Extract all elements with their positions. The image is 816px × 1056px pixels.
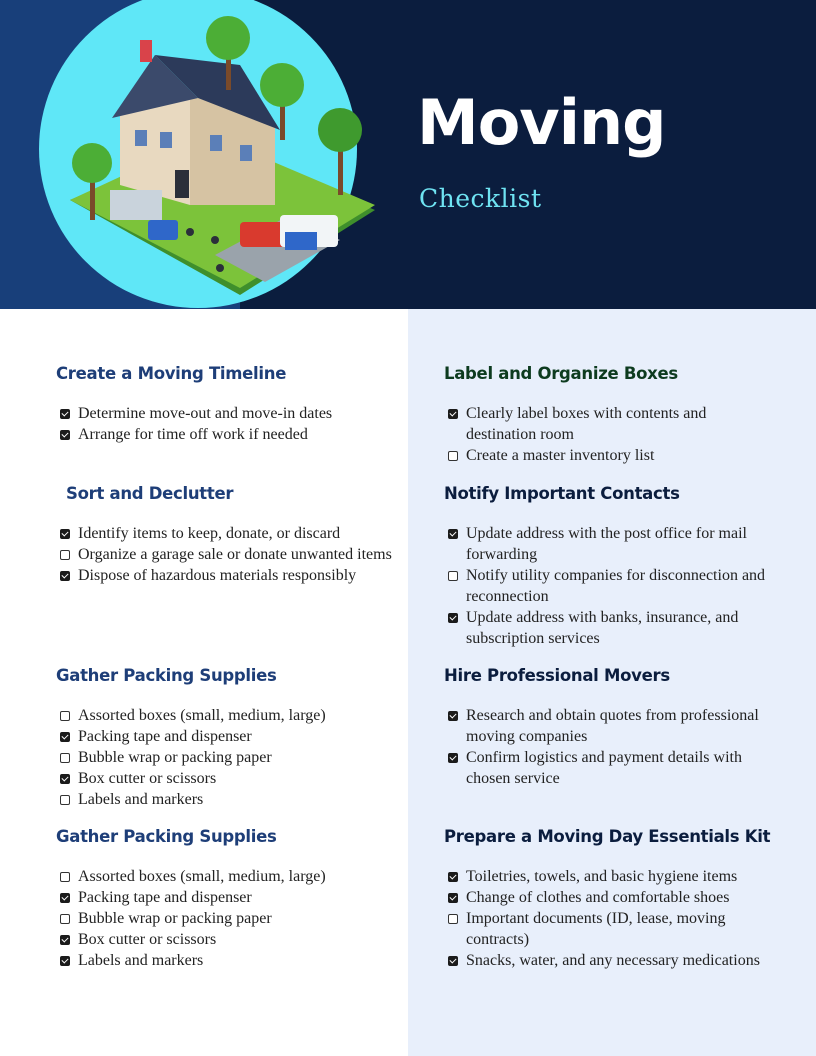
- checked-box-icon[interactable]: [448, 753, 458, 763]
- checklist-item[interactable]: Dispose of hazardous materials responsibly: [56, 565, 396, 586]
- section-gather-supplies-1: [56, 666, 396, 810]
- checklist-item[interactable]: Update address with the post office for mail forwarding: [444, 523, 774, 565]
- checked-box-icon[interactable]: [60, 893, 70, 903]
- checked-box-icon[interactable]: [60, 409, 70, 419]
- checklist-item[interactable]: Change of clothes and comfortable shoes: [444, 887, 784, 908]
- checklist-item[interactable]: Assorted boxes (small, medium, large): [56, 705, 396, 726]
- checked-box-icon[interactable]: [60, 956, 70, 966]
- checked-box-icon[interactable]: [448, 613, 458, 623]
- checked-box-icon[interactable]: [60, 430, 70, 440]
- section-heading: Gather Packing Supplies: [56, 827, 277, 846]
- unchecked-box-icon[interactable]: [60, 872, 70, 882]
- checklist-item[interactable]: Box cutter or scissors: [56, 929, 396, 950]
- checked-box-icon[interactable]: [60, 732, 70, 742]
- checklist-item[interactable]: Labels and markers: [56, 950, 396, 971]
- checklist-item[interactable]: Labels and markers: [56, 789, 396, 810]
- unchecked-box-icon[interactable]: [60, 550, 70, 560]
- section-gather-supplies-2: [56, 827, 396, 971]
- checklist-item[interactable]: Snacks, water, and any necessary medications: [444, 950, 784, 971]
- page-subtitle: Checklist: [419, 184, 542, 213]
- unchecked-box-icon[interactable]: [448, 571, 458, 581]
- checked-box-icon[interactable]: [60, 571, 70, 581]
- section-hire-movers: [444, 666, 774, 789]
- checklist-item[interactable]: Organize a garage sale or donate unwanted items: [56, 544, 396, 565]
- section-label-boxes: [444, 364, 774, 466]
- section-heading: Label and Organize Boxes: [444, 364, 678, 383]
- checklist-item[interactable]: Bubble wrap or packing paper: [56, 908, 396, 929]
- section-heading: Create a Moving Timeline: [56, 364, 287, 383]
- checklist-item[interactable]: Research and obtain quotes from professional moving companies: [444, 705, 774, 747]
- checked-box-icon[interactable]: [448, 529, 458, 539]
- section-heading: Prepare a Moving Day Essentials Kit: [444, 827, 771, 846]
- checklist-item[interactable]: Toiletries, towels, and basic hygiene items: [444, 866, 784, 887]
- unchecked-box-icon[interactable]: [448, 914, 458, 924]
- checklist-item[interactable]: Confirm logistics and payment details with chosen service: [444, 747, 774, 789]
- checklist-item[interactable]: Arrange for time off work if needed: [56, 424, 396, 445]
- checklist-item[interactable]: Create a master inventory list: [444, 445, 774, 466]
- checklist-item[interactable]: Identify items to keep, donate, or discard: [56, 523, 396, 544]
- section-heading: Hire Professional Movers: [444, 666, 670, 685]
- checked-box-icon[interactable]: [448, 872, 458, 882]
- checklist-item[interactable]: Clearly label boxes with contents and destination room: [444, 403, 774, 445]
- checked-box-icon[interactable]: [448, 409, 458, 419]
- section-heading: Sort and Declutter: [66, 484, 234, 503]
- checked-box-icon[interactable]: [60, 529, 70, 539]
- checklist-item[interactable]: Notify utility companies for disconnection and reconnection: [444, 565, 774, 607]
- checklist-item[interactable]: Bubble wrap or packing paper: [56, 747, 396, 768]
- checklist-item[interactable]: Packing tape and dispenser: [56, 887, 396, 908]
- house-illustration-icon: [40, 0, 380, 309]
- checklist-item[interactable]: Box cutter or scissors: [56, 768, 396, 789]
- unchecked-box-icon[interactable]: [60, 795, 70, 805]
- section-create-timeline: [56, 364, 396, 445]
- checked-box-icon[interactable]: [60, 935, 70, 945]
- checklist-item[interactable]: Update address with banks, insurance, and subscription services: [444, 607, 774, 649]
- unchecked-box-icon[interactable]: [60, 753, 70, 763]
- section-sort-declutter: [56, 484, 396, 586]
- checklist-item[interactable]: Assorted boxes (small, medium, large): [56, 866, 396, 887]
- checked-box-icon[interactable]: [448, 893, 458, 903]
- section-heading: Gather Packing Supplies: [56, 666, 277, 685]
- page-title: Moving: [417, 86, 666, 159]
- header-banner: [0, 0, 816, 309]
- section-essentials-kit: [444, 827, 784, 971]
- checked-box-icon[interactable]: [60, 774, 70, 784]
- section-notify-contacts: [444, 484, 774, 649]
- unchecked-box-icon[interactable]: [448, 451, 458, 461]
- checked-box-icon[interactable]: [448, 956, 458, 966]
- checklist-item[interactable]: Determine move-out and move-in dates: [56, 403, 396, 424]
- unchecked-box-icon[interactable]: [60, 914, 70, 924]
- checked-box-icon[interactable]: [448, 711, 458, 721]
- checklist-item[interactable]: Packing tape and dispenser: [56, 726, 396, 747]
- section-heading: Notify Important Contacts: [444, 484, 680, 503]
- checklist-item[interactable]: Important documents (ID, lease, moving contracts): [444, 908, 784, 950]
- unchecked-box-icon[interactable]: [60, 711, 70, 721]
